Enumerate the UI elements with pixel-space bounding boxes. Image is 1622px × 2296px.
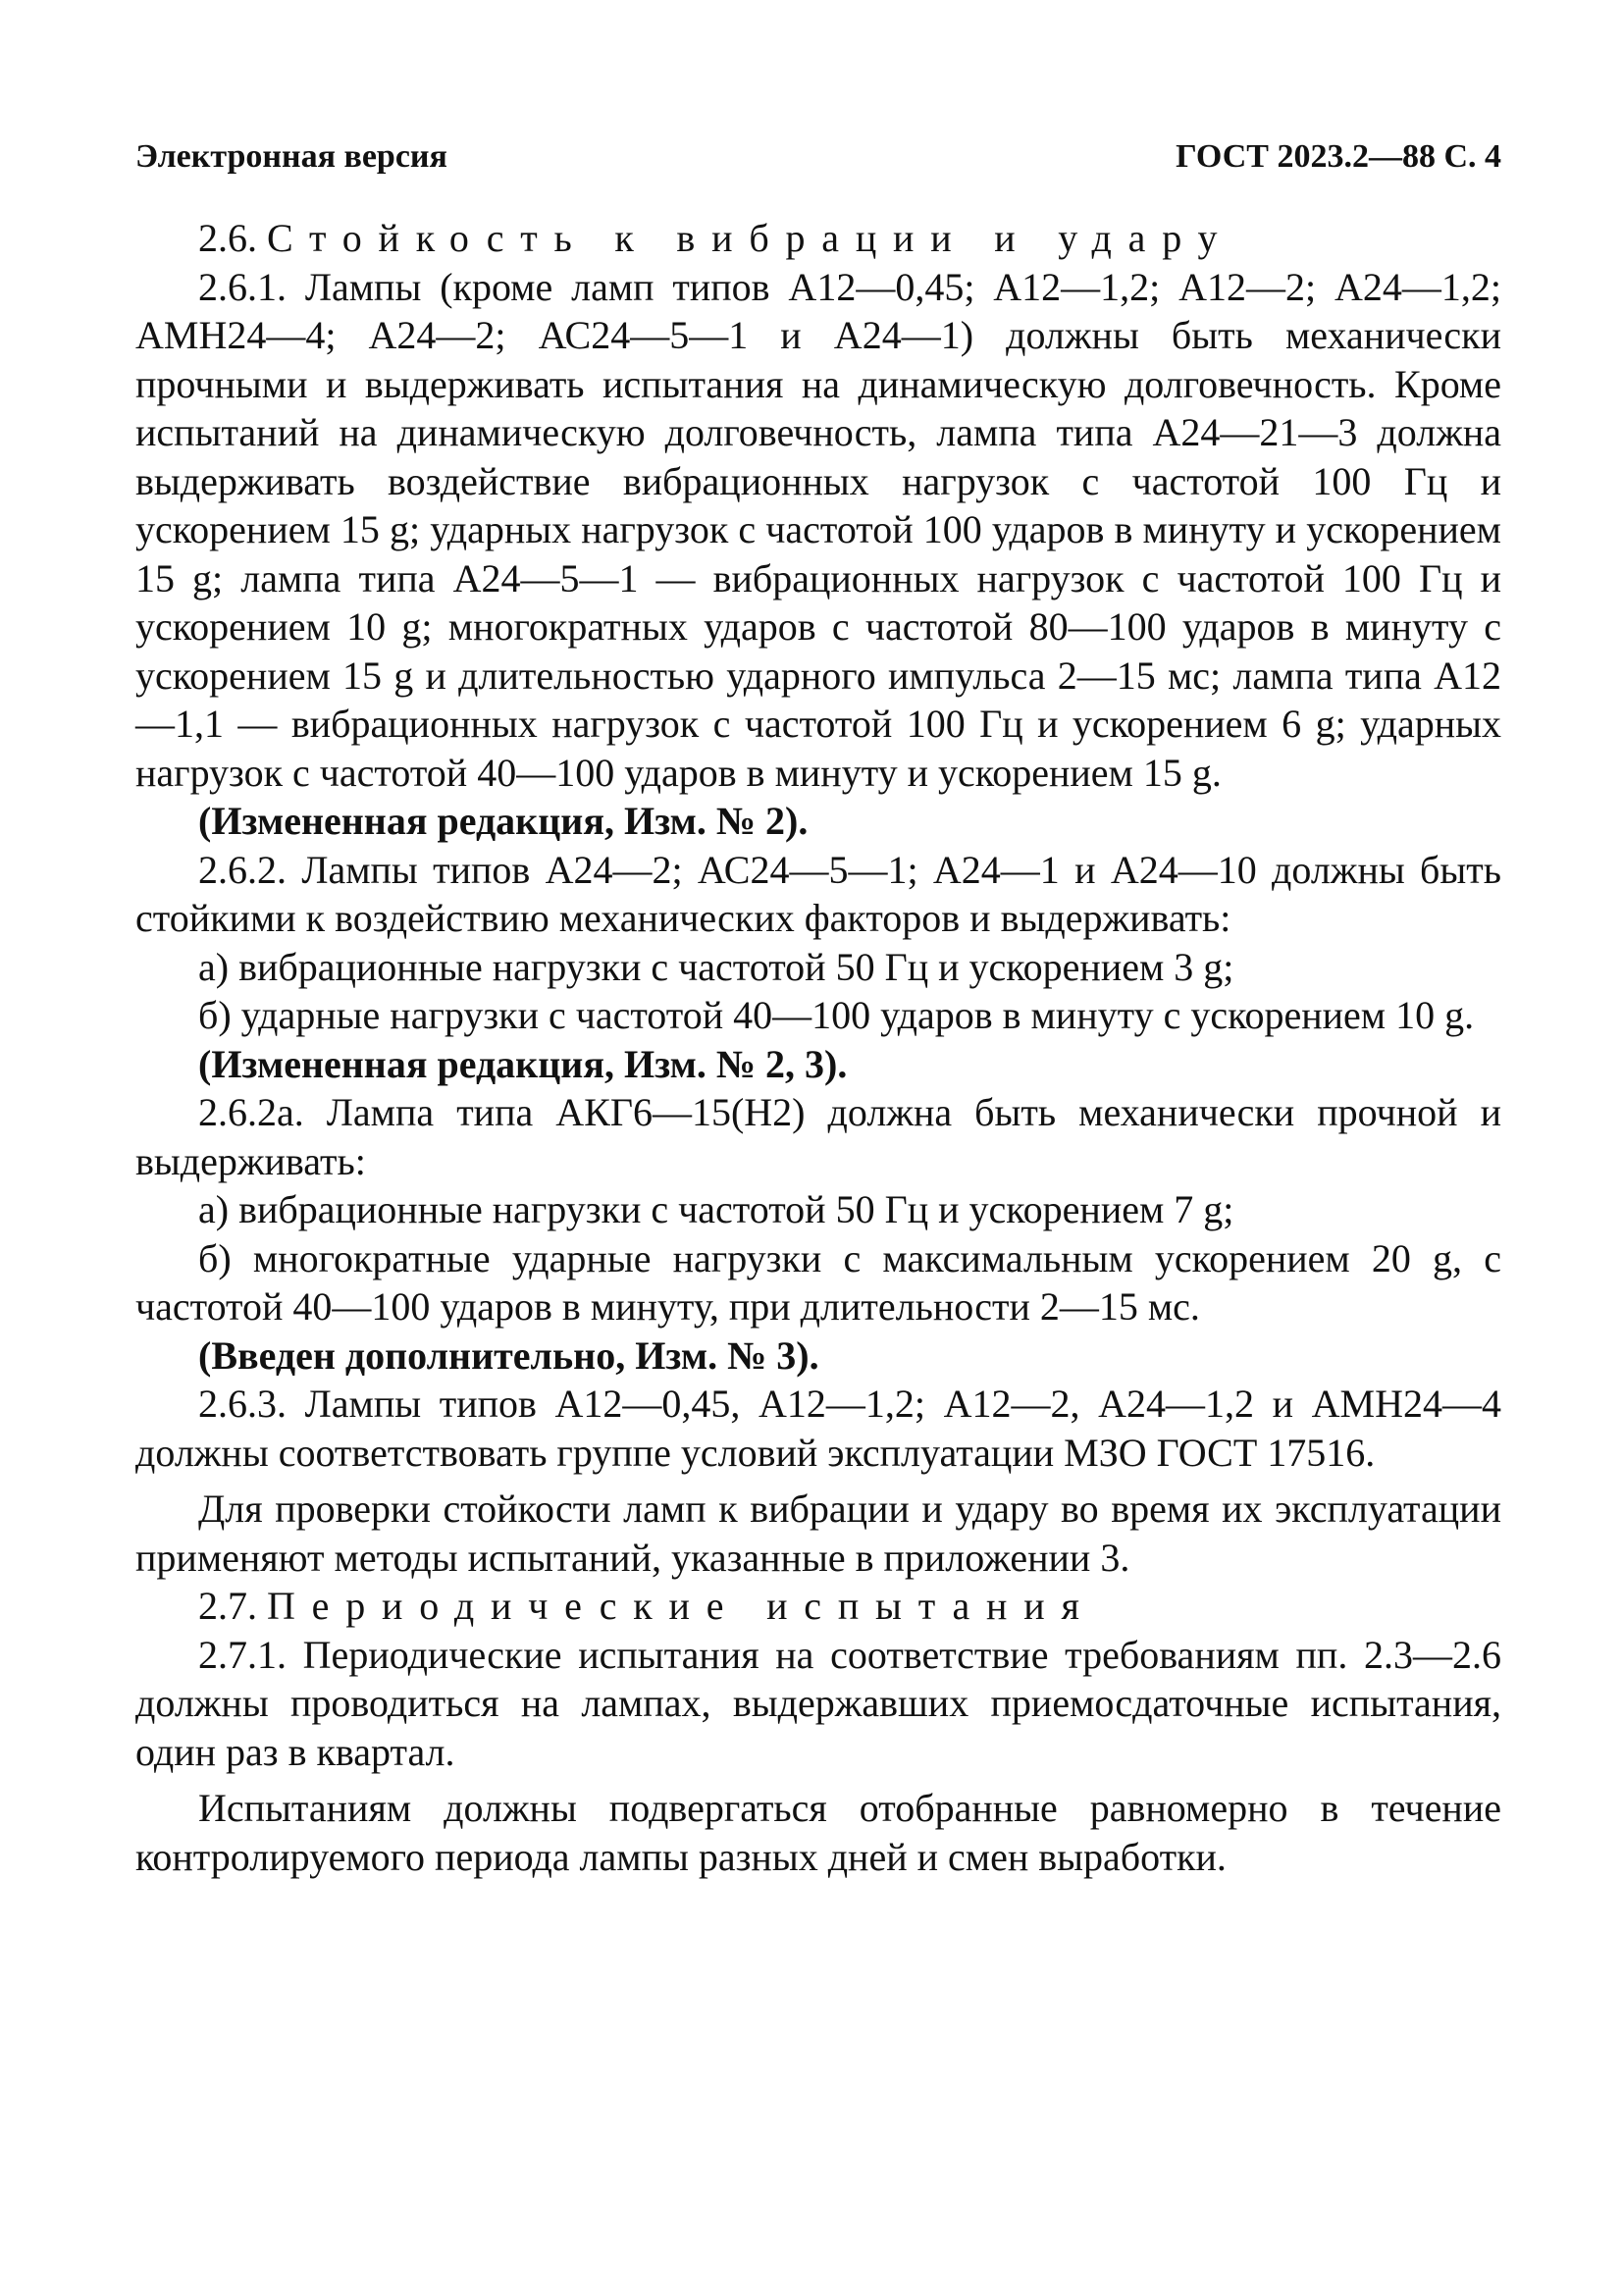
section-heading-2-6 bbox=[135, 214, 1501, 263]
document-page bbox=[135, 137, 1501, 1881]
paragraph-2-6-2a: 2.6.2а. Лампа типа АКГ6—15(Н2) должна быть механически прочной и выдерживать: bbox=[135, 1090, 1501, 1183]
list-item-b: б) многократные ударные нагрузки с максимальным ускорением 20 g, с частотой 40—100 ударов в минуту, при длительности 2—15 мс. bbox=[135, 1235, 1501, 1329]
paragraph-2-6-3-continued: Для проверки стойкости ламп к вибрации и удару во время их эксплуатации применяют методы испытаний, указанные в приложении 3. bbox=[135, 1487, 1501, 1580]
list-item-b: б) ударные нагрузки с частотой 40—100 ударов в минуту с ускорением 10 g. bbox=[198, 993, 1475, 1037]
section-title: Периодические испытания bbox=[267, 1584, 1096, 1628]
list-item-a: а) вибрационные нагрузки с частотой 50 Гц и ускорением 3 g; bbox=[198, 944, 1234, 989]
section-title: Стойкость к вибрации и удару bbox=[267, 216, 1234, 260]
paragraph-2-6-2: 2.6.2. Лампы типов А24—2; АС24—5—1; А24—1 и А24—10 должны быть стойкими к воздействию механических факторов и выдерживать: bbox=[135, 847, 1501, 940]
section-heading-2-7 bbox=[135, 1582, 1501, 1631]
amendment-note: (Измененная редакция, Изм. № 2, 3). bbox=[198, 1041, 848, 1086]
amendment-note: (Измененная редакция, Изм. № 2). bbox=[198, 799, 809, 843]
page-header bbox=[135, 137, 1501, 177]
document-body bbox=[135, 214, 1501, 1881]
paragraph-2-6-1: 2.6.1. Лампы (кроме ламп типов А12—0,45; А12—1,2; А12—2; А24—1,2; АМН24—4; А24—2; АС24—5—1 и А24—1) должны быть механически прочными и выдерживать испытания на динамическую долговечность. Кроме испытаний на динамическую долговечность, лампа типа А24—21—3 должна выдерживать воздействие вибрационных нагрузок с частотой 100 Гц и ускорением 15 g; ударных нагрузок с частотой 100 ударов в минуту и ускорением 15 g; лампа типа А24—5—1 — вибрационных нагрузок с частотой 100 Гц и ускорением 10 g; многократных ударов с частотой 80—100 ударов в минуту с ускорением 15 g и длительностью ударного импульса 2—15 мс; лампа типа А12—1,1 — вибрационных нагрузок с частотой 100 Гц и ускорением 6 g; ударных нагрузок с частотой 40—100 ударов в минуту и ускорением 15 g. bbox=[135, 264, 1501, 795]
amendment-note: (Введен дополнительно, Изм. № 3). bbox=[198, 1332, 819, 1378]
header-right: ГОСТ 2023.2—88 С. 4 bbox=[1176, 138, 1501, 175]
section-number: 2.7. bbox=[198, 1584, 257, 1628]
list-item-a: а) вибрационные нагрузки с частотой 50 Гц и ускорением 7 g; bbox=[198, 1187, 1234, 1231]
paragraph-2-7-1-continued: Испытаниям должны подвергаться отобранные равномерно в течение контролируемого периода лампы разных дней и смен выработки. bbox=[135, 1786, 1501, 1879]
paragraph-2-7-1: 2.7.1. Периодические испытания на соответствие требованиям пп. 2.3—2.6 должны проводиться на лампах, выдержавших приемосдаточные испытания, один раз в квартал. bbox=[135, 1632, 1501, 1774]
section-number: 2.6. bbox=[198, 216, 257, 260]
header-left: Электронная версия bbox=[135, 138, 447, 175]
paragraph-2-6-3: 2.6.3. Лампы типов А12—0,45, А12—1,2; А12—2, А24—1,2 и АМН24—4 должны соответствовать группе условий эксплуатации МЗО ГОСТ 17516. bbox=[135, 1382, 1501, 1475]
